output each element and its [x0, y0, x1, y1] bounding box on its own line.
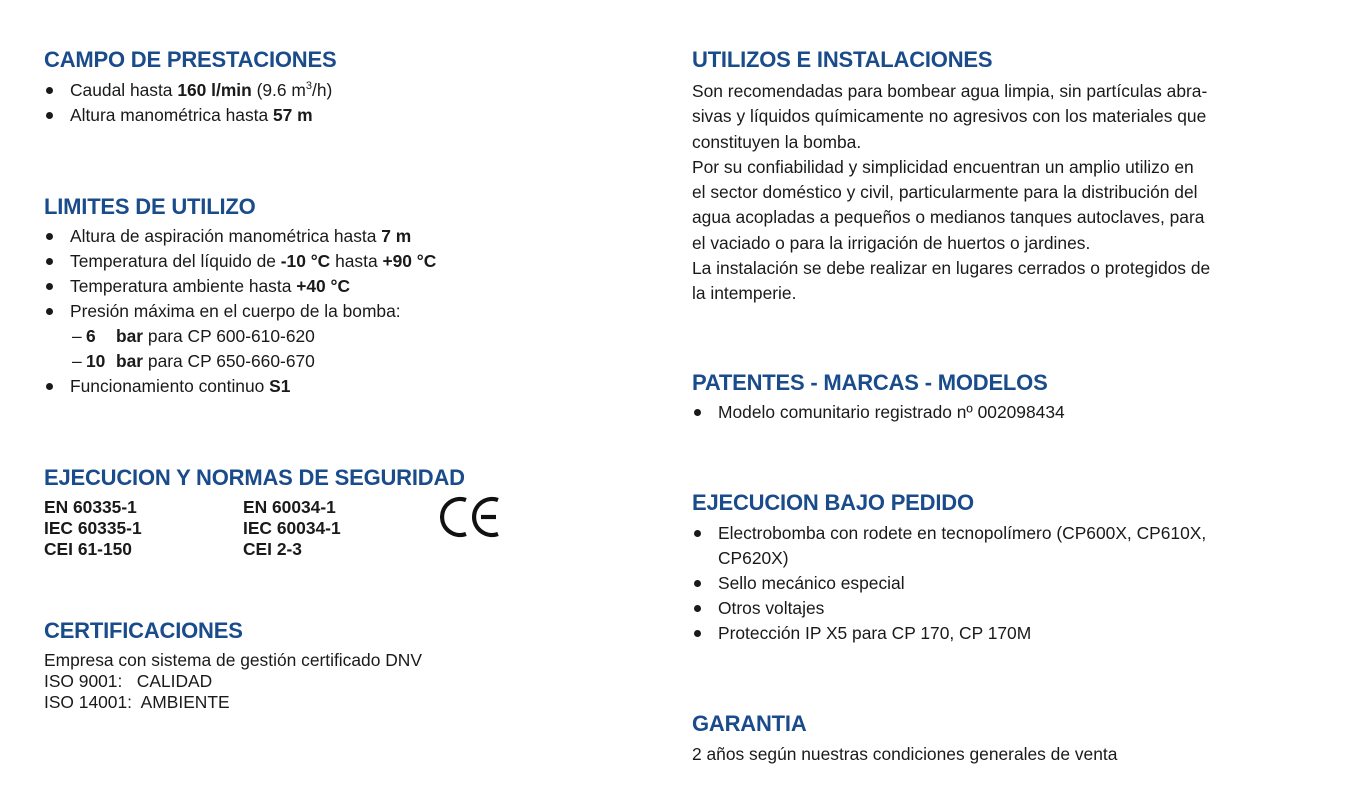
text-line: constituyen la bomba.	[692, 131, 862, 152]
certificaciones-heading: CERTIFICACIONES	[44, 618, 243, 643]
ce-mark-icon	[440, 494, 502, 540]
list-item: Otros voltajes	[692, 596, 1206, 621]
utilizos-heading: UTILIZOS E INSTALACIONES	[692, 47, 993, 72]
cert-line: ISO 14001: AMBIENTE	[44, 692, 230, 712]
ejecucion-heading: EJECUCION Y NORMAS DE SEGURIDAD	[44, 465, 465, 490]
list-item: Funcionamiento continuo S1	[44, 374, 436, 399]
norm-code: EN 60335-1	[44, 497, 137, 517]
text-line: Por su confiabilidad y simplicidad encuentran un amplio utilizo en	[692, 156, 1194, 177]
norm-code: EN 60034-1	[243, 497, 336, 517]
norm-code: IEC 60335-1	[44, 518, 142, 538]
patentes-list	[692, 400, 1065, 425]
limites-heading: LIMITES DE UTILIZO	[44, 194, 256, 219]
norms-col-2	[243, 497, 341, 560]
cert-line: ISO 9001: CALIDAD	[44, 671, 213, 691]
campo-list	[44, 78, 332, 128]
text-line: el sector doméstico y civil, particularmente para la distribución del	[692, 182, 1198, 203]
text-line: La instalación se debe realizar en lugares cerrados o protegidos de	[692, 258, 1211, 279]
list-item: Sello mecánico especial	[692, 571, 1206, 596]
text-line: el vaciado o para la irrigación de huertos o jardines.	[692, 232, 1091, 253]
list-item: Temperatura del líquido de -10 °C hasta +90 °C	[44, 249, 436, 274]
list-item: Protección IP X5 para CP 170, CP 170M	[692, 621, 1206, 646]
list-item: Temperatura ambiente hasta +40 °C	[44, 274, 436, 299]
norms-col-1	[44, 497, 142, 560]
text-line: Son recomendadas para bombear agua limpia, sin partículas abra-	[692, 81, 1208, 101]
patentes-heading: PATENTES - MARCAS - MODELOS	[692, 370, 1048, 395]
list-subitem: – 10 bar para CP 650-660-670	[72, 351, 315, 371]
norm-code: CEI 2-3	[243, 539, 302, 559]
text-line: agua acopladas a pequeños o medianos tanques autoclaves, para	[692, 207, 1205, 228]
utilizos-paragraph	[692, 79, 1210, 307]
cert-line: Empresa con sistema de gestión certificado DNV	[44, 650, 422, 670]
list-item: Electrobomba con rodete en tecnopolímero (CP600X, CP610X, CP620X)	[692, 521, 1206, 571]
garantia-heading: GARANTIA	[692, 711, 807, 736]
text-line: sivas y líquidos químicamente no agresivos con los materiales que	[692, 106, 1207, 127]
list-item: Caudal hasta 160 l/min (9.6 $m^3/h$)	[44, 78, 332, 103]
text-line: la intemperie.	[692, 283, 797, 304]
list-item: Altura manométrica hasta 57 m	[44, 103, 332, 128]
list-subitem: – 6 bar para CP 600-610-620	[72, 326, 315, 346]
pedido-heading: EJECUCION BAJO PEDIDO	[692, 490, 974, 515]
garantia-text: 2 años según nuestras condiciones generales de venta	[692, 744, 1118, 764]
limites-list	[44, 224, 436, 399]
list-item: Presión máxima en el cuerpo de la bomba:	[44, 299, 436, 324]
campo-heading: CAMPO DE PRESTACIONES	[44, 47, 337, 72]
norm-code: IEC 60034-1	[243, 518, 341, 538]
list-item: Modelo comunitario registrado nº 002098434	[692, 400, 1065, 425]
pedido-list	[692, 521, 1206, 646]
list-item: Altura de aspiración manométrica hasta 7 m	[44, 224, 436, 249]
norm-code: CEI 61-150	[44, 539, 132, 559]
